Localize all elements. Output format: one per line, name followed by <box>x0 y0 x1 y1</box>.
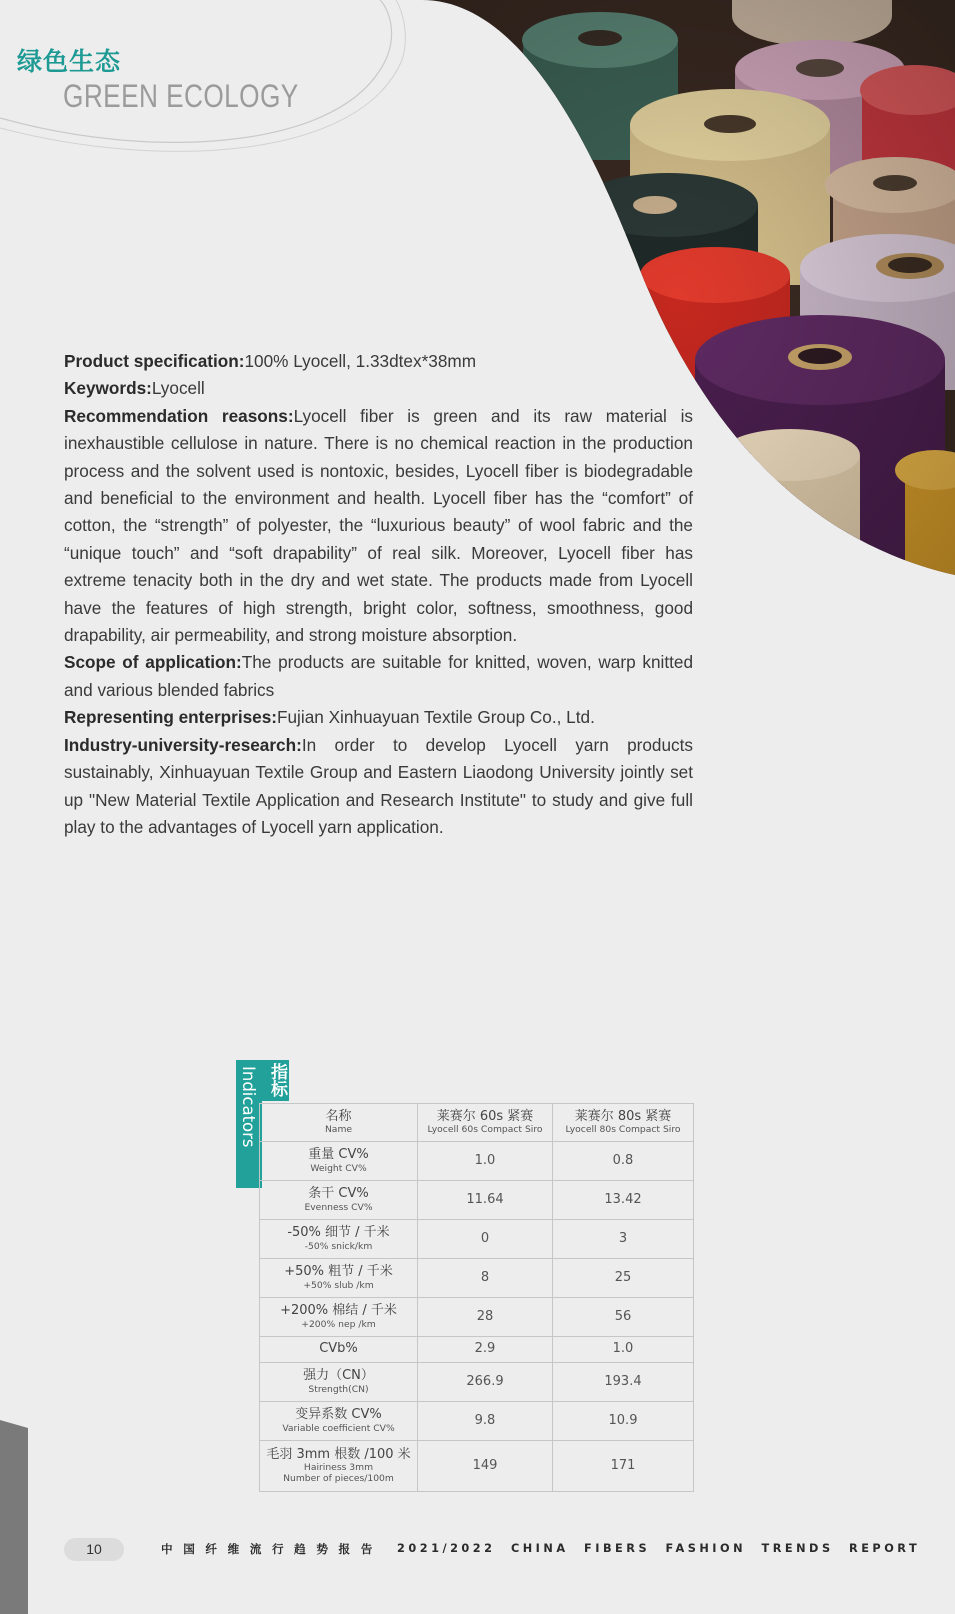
spec-paragraph <box>64 348 693 375</box>
value-80s: 13.42 <box>553 1181 694 1220</box>
row-name: +200% 棉结 / 千米 +200% nep /km <box>260 1298 418 1337</box>
table-row <box>260 1298 694 1337</box>
row-name: CVb% <box>260 1337 418 1363</box>
indicators-table <box>259 1103 694 1492</box>
table-row <box>260 1402 694 1441</box>
product-description <box>64 348 693 841</box>
value-80s: 56 <box>553 1298 694 1337</box>
row-name: -50% 细节 / 千米 -50% snick/km <box>260 1220 418 1259</box>
value-80s: 25 <box>553 1259 694 1298</box>
research-value: In order to develop Lyocell yarn products sustainably, Xinhuayuan Textile Group and Eastern Liaodong University jointly set up "New Material Textile Application and Research Institute" to study and give full play to the advantages of Lyocell yarn application. <box>64 734 693 837</box>
scope-label: Scope of application: <box>64 652 242 673</box>
value-80s: 171 <box>553 1441 694 1492</box>
value-60s: 1.0 <box>418 1142 553 1181</box>
row-name: +50% 粗节 / 千米 +50% slub /km <box>260 1259 418 1298</box>
value-60s: 28 <box>418 1298 553 1337</box>
header-cell: 名称 Name <box>260 1104 418 1142</box>
spec-label: Product specification: <box>64 351 245 371</box>
table-row <box>260 1259 694 1298</box>
report-title-en: 2021/2022 CHINA FIBERS FASHION TRENDS REPORT <box>397 1542 921 1555</box>
value-80s: 10.9 <box>553 1402 694 1441</box>
value-60s: 149 <box>418 1441 553 1492</box>
keywords-value: Lyocell <box>151 378 205 399</box>
indicators-label-cn: 指标 <box>267 1063 287 1097</box>
table-row <box>260 1337 694 1363</box>
value-80s: 1.0 <box>553 1337 694 1363</box>
table-row <box>260 1220 694 1259</box>
value-60s: 8 <box>418 1259 553 1298</box>
value-80s: 0.8 <box>553 1142 694 1181</box>
table-row <box>260 1142 694 1181</box>
value-80s: 3 <box>553 1220 694 1259</box>
header-cell: 莱赛尔 80s 紧赛 Lyocell 80s Compact Siro <box>553 1104 694 1142</box>
research-paragraph <box>64 732 693 842</box>
value-60s: 0 <box>418 1220 553 1259</box>
value-60s: 11.64 <box>418 1181 553 1220</box>
value-60s: 2.9 <box>418 1337 553 1363</box>
enterprise-paragraph <box>64 704 693 731</box>
enterprise-value: Fujian Xinhuayuan Textile Group Co., Ltd. <box>277 707 595 728</box>
table-row <box>260 1181 694 1220</box>
header-cell: 莱赛尔 60s 紧赛 Lyocell 60s Compact Siro <box>418 1104 553 1142</box>
row-name: 强力（CN） Strength(CN) <box>260 1363 418 1402</box>
keywords-paragraph <box>64 375 693 402</box>
enterprise-label: Representing enterprises: <box>64 707 277 728</box>
row-name: 重量 CV% Weight CV% <box>260 1142 418 1181</box>
section-title-en: GREEN ECOLOGY <box>63 78 299 114</box>
scope-value: The products are suitable for knitted, woven, warp knitted and various blended fabrics <box>64 652 694 700</box>
keywords-label: Keywords: <box>64 378 152 399</box>
row-name: 毛羽 3mm 根数 /100 米 Hairiness 3mm Number of pieces/100m <box>260 1441 418 1492</box>
indicators-label-en: Indicators <box>239 1066 258 1148</box>
reasons-value: Lyocell fiber is green and its raw material is inexhaustible cellulose in nature. There is no chemical reaction in the production process and the solvent used is nontoxic, besides, Lyocell fiber is biodegradable and beneficial to the environment and health. Lyocell fiber has the “comfort” of cotton, the “strength” of polyester, the “luxurious beauty” of wool fabric and the “unique touch” and “soft drapability” of real silk. Moreover, Lyocell fiber has extreme tenacity both in the dry and wet state. The products made from Lyocell have the features of high strength, bright color, softness, smoothness, good drapability, air permeability, and strong moisture absorption. <box>64 405 693 646</box>
page-number: 10 <box>86 1541 102 1557</box>
research-label: Industry-university-research: <box>64 734 302 755</box>
section-title-cn: 绿色生态 <box>17 47 122 76</box>
value-60s: 266.9 <box>418 1363 553 1402</box>
side-decoration <box>0 1420 28 1614</box>
value-60s: 9.8 <box>418 1402 553 1441</box>
reasons-label: Recommendation reasons: <box>64 405 294 426</box>
scope-paragraph <box>64 649 693 704</box>
report-title-cn: 中国纤维流行趋势报告 <box>161 1542 383 1556</box>
row-name: 条干 CV% Evenness CV% <box>260 1181 418 1220</box>
reasons-paragraph <box>64 403 693 650</box>
table-header-row <box>260 1104 694 1142</box>
value-80s: 193.4 <box>553 1363 694 1402</box>
table-row <box>260 1441 694 1492</box>
spec-value: 100% Lyocell, 1.33dtex*38mm <box>244 351 477 371</box>
table-row <box>260 1363 694 1402</box>
row-name: 变异系数 CV% Variable coefficient CV% <box>260 1402 418 1441</box>
